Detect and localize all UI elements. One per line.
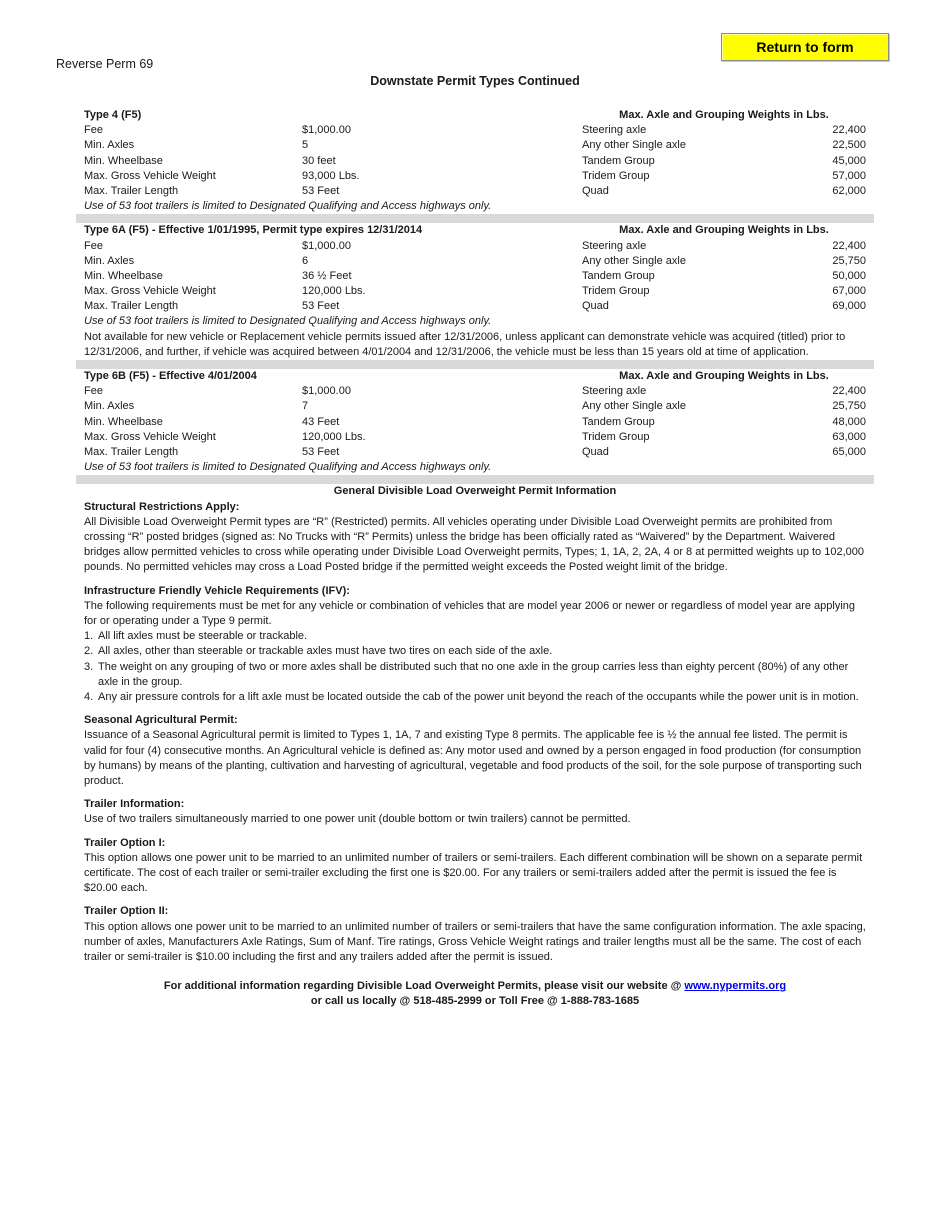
row-value: $1,000.00 — [302, 385, 351, 398]
axle-type: Quad — [582, 184, 609, 197]
list-number: 3. — [84, 660, 94, 673]
axle-weight: 50,000 — [832, 269, 866, 282]
trailer-info-text: Use of two trailers simultaneously married to one power unit (double bottom or twin trailers) cannot be permitted. — [84, 813, 631, 826]
section-divider — [76, 360, 874, 369]
row-value: 53 Feet — [302, 445, 340, 458]
axle-weight: 22,500 — [832, 139, 866, 152]
row-label: Max. Trailer Length — [84, 445, 179, 458]
axle-weight: 69,000 — [832, 300, 866, 313]
row-label: Max. Trailer Length — [84, 300, 179, 313]
axle-type: Tridem Group — [582, 430, 650, 443]
trailer-option-2-text: This option allows one power unit to be married to an unlimited number of trailers or semi-trailers that have the same configuration information. The axle spacing, number of axles, Manufacturers Axle Ratings, Sum of Manf. Tire ratings, Gross Vehicle Weight ratings and trailer lengths must all be the same. The cost of each trailer or semi-trailer is $10.00 including the first and any trailers added after the permit is issued. — [84, 920, 866, 964]
ifv-requirements-list — [84, 629, 866, 705]
axle-type: Tridem Group — [582, 285, 650, 298]
row-value: 36 ½ Feet — [302, 269, 352, 282]
table-row — [84, 415, 866, 430]
trailer-note: Use of 53 foot trailers is limited to Designated Qualifying and Access highways only. — [84, 315, 492, 328]
axle-type: Steering axle — [582, 124, 647, 137]
axle-weight: 22,400 — [832, 124, 866, 137]
list-text: The weight on any grouping of two or more axles shall be distributed such that no one axle in the group carries less than eighty percent (80%) of any other axle in the group. — [98, 660, 849, 688]
row-value: 120,000 Lbs. — [302, 430, 366, 443]
row-label: Min. Axles — [84, 400, 135, 413]
table-row — [84, 269, 866, 284]
contact-footer — [84, 979, 866, 1009]
row-label: Min. Axles — [84, 139, 135, 152]
structural-heading: Structural Restrictions Apply: — [84, 500, 240, 513]
axle-type: Quad — [582, 445, 609, 458]
row-label: Max. Gross Vehicle Weight — [84, 430, 216, 443]
page-title: Downstate Permit Types Continued — [370, 74, 580, 88]
list-number: 4. — [84, 690, 94, 703]
axle-weight: 45,000 — [832, 154, 866, 167]
list-text: Any air pressure controls for a lift axle must be located outside the cab of the power unit beyond the reach of the occupants while the power unit is in motion. — [98, 690, 859, 703]
axle-type: Steering axle — [582, 239, 647, 252]
trailer-note: Use of 53 foot trailers is limited to Designated Qualifying and Access highways only. — [84, 200, 492, 213]
axle-type: Any other Single axle — [582, 400, 686, 413]
trailer-note: Use of 53 foot trailers is limited to Designated Qualifying and Access highways only. — [84, 461, 492, 474]
permit-type-6b-section — [84, 369, 866, 475]
seasonal-text: Issuance of a Seasonal Agricultural permit is limited to Types 1, 1A, 7 and existing Type 8 permits. The applicable fee is ½ the annual fee listed. The permit is valid for four (4) consecutive months. An Agricultural vehicle is defined as: Any motor used and owned by a person engaged in food production (for consumption by humans) by means of the planting, cultivation and harvesting of agricultural, vegetable and food products of the soil, for the sole purpose of transporting such product. — [84, 729, 862, 787]
row-label: Max. Gross Vehicle Weight — [84, 285, 216, 298]
section-divider — [76, 214, 874, 223]
row-label: Fee — [84, 385, 103, 398]
replacement-vehicle-note: Not available for new vehicle or Replacement vehicle permits issued after 12/31/2006, unless applicant can demonstrate vehicle was acquired (titled) prior to 12/31/2006, and further, if vehicle was acquired between 4/01/2004 and 12/31/2006, the vehicle must be less than 15 years old at time of application. — [84, 330, 846, 358]
permit-type-title: Type 4 (F5) — [84, 109, 142, 121]
limits-header: Max. Axle and Grouping Weights in Lbs. — [619, 224, 829, 237]
axle-weight: 62,000 — [832, 184, 866, 197]
general-info-title: General Divisible Load Overweight Permit Information — [333, 485, 617, 498]
permit-content — [84, 108, 866, 1010]
table-row — [84, 123, 866, 138]
axle-weight: 57,000 — [832, 169, 866, 182]
row-value: $1,000.00 — [302, 239, 351, 252]
axle-type: Tridem Group — [582, 169, 650, 182]
axle-type: Tandem Group — [582, 154, 655, 167]
axle-type: Any other Single axle — [582, 254, 686, 267]
axle-weight: 25,750 — [832, 254, 866, 267]
row-value: 7 — [302, 400, 309, 413]
website-link[interactable]: www.nypermits.org — [684, 980, 787, 993]
table-row — [84, 138, 866, 153]
row-label: Min. Wheelbase — [84, 154, 163, 167]
row-value: 53 Feet — [302, 300, 340, 313]
row-value: 6 — [302, 254, 309, 267]
form-id-label: Reverse Perm 69 — [56, 57, 154, 71]
axle-weight: 48,000 — [832, 415, 866, 428]
axle-type: Steering axle — [582, 385, 647, 398]
general-info-section — [84, 484, 866, 1009]
axle-weight: 63,000 — [832, 430, 866, 443]
axle-type: Tandem Group — [582, 415, 655, 428]
permit-type-4-section — [84, 108, 866, 214]
list-item — [84, 629, 866, 644]
axle-weight: 67,000 — [832, 285, 866, 298]
limits-header: Max. Axle and Grouping Weights in Lbs. — [619, 370, 829, 383]
table-row — [84, 184, 866, 199]
row-value: 30 feet — [302, 154, 336, 167]
table-row — [84, 445, 866, 460]
trailer-info-heading: Trailer Information: — [84, 798, 185, 811]
list-number: 2. — [84, 645, 94, 658]
axle-type: Tandem Group — [582, 269, 655, 282]
table-row — [84, 169, 866, 184]
row-label: Fee — [84, 239, 103, 252]
list-text: All lift axles must be steerable or trackable. — [98, 630, 308, 643]
row-label: Min. Wheelbase — [84, 415, 163, 428]
row-label: Min. Wheelbase — [84, 269, 163, 282]
footer-phone-text: or call us locally @ 518-485-2999 or Toll Free @ 1-888-783-1685 — [310, 995, 640, 1008]
structural-text: All Divisible Load Overweight Permit types are “R” (Restricted) permits. All vehicles operating under Divisible Load Overweight permits are prohibited from crossing “R” posted bridges (signed as: No Trucks with “R” Permits) unless the bridge has been officially rated as “Waivered” by the Department. Waivered bridges allow permitted vehicles to cross while operating under Divisible Load Overweight permits, Types; 1, 1A, 2, 2A, 4 or 8 at permitted weights up to 102,000 pounds. No permitted vehicles may cross a Load Posted bridge if the permitted weight exceeds the Posted weight limit of the bridge. — [84, 515, 864, 574]
list-item — [84, 644, 866, 659]
table-row — [84, 254, 866, 269]
row-label: Min. Axles — [84, 254, 135, 267]
row-value: $1,000.00 — [302, 124, 351, 137]
seasonal-heading: Seasonal Agricultural Permit: — [84, 714, 238, 727]
axle-weight: 65,000 — [832, 445, 866, 458]
row-value: 120,000 Lbs. — [302, 285, 366, 298]
footer-website-text: For additional information regarding Divisible Load Overweight Permits, please visit our website @ — [163, 980, 685, 993]
trailer-option-2-heading: Trailer Option II: — [84, 905, 169, 918]
trailer-option-1-heading: Trailer Option I: — [84, 836, 166, 849]
list-item — [84, 660, 866, 690]
table-row — [84, 154, 866, 169]
table-row — [84, 399, 866, 414]
table-row — [84, 430, 866, 445]
row-value: 5 — [302, 139, 309, 152]
row-value: 53 Feet — [302, 184, 340, 197]
axle-weight: 25,750 — [832, 400, 866, 413]
limits-header: Max. Axle and Grouping Weights in Lbs. — [619, 109, 829, 121]
section-divider — [76, 475, 874, 484]
axle-type: Any other Single axle — [582, 139, 686, 152]
list-number: 1. — [84, 630, 94, 643]
list-item — [84, 690, 866, 705]
row-value: 43 Feet — [302, 415, 340, 428]
trailer-option-1-text: This option allows one power unit to be married to an unlimited number of trailers or semi-trailers. Each different combination will be shown on a separate permit certificate. The cost of each trailer or semi-trailer excluding the first one is $20.00. For any trailers or semi-trailers added after the permit is issued the fee is $20.00 each. — [84, 851, 863, 895]
axle-weight: 22,400 — [832, 239, 866, 252]
axle-type: Quad — [582, 300, 609, 313]
table-row — [84, 239, 866, 254]
row-label: Max. Gross Vehicle Weight — [84, 169, 216, 182]
ifv-heading: Infrastructure Friendly Vehicle Requirements (IFV): — [84, 584, 350, 597]
row-label: Max. Trailer Length — [84, 184, 179, 197]
list-text: All axles, other than steerable or trackable axles must have two tires on each side of the axle. — [98, 645, 553, 658]
table-row — [84, 384, 866, 399]
ifv-text: The following requirements must be met for any vehicle or combination of vehicles that are model year 2006 or newer or regardless of model year are applying for or operating under a Type 9 permit. — [84, 599, 856, 627]
row-value: 93,000 Lbs. — [302, 169, 360, 182]
return-to-form-button[interactable]: Return to form — [721, 33, 889, 61]
table-row — [84, 299, 866, 314]
row-label: Fee — [84, 124, 103, 137]
permit-type-title: Type 6B (F5) - Effective 4/01/2004 — [84, 370, 257, 383]
table-row — [84, 284, 866, 299]
axle-weight: 22,400 — [832, 385, 866, 398]
permit-type-6a-section — [84, 223, 866, 360]
permit-type-title: Type 6A (F5) - Effective 1/01/1995, Permit type expires 12/31/2014 — [84, 224, 423, 237]
